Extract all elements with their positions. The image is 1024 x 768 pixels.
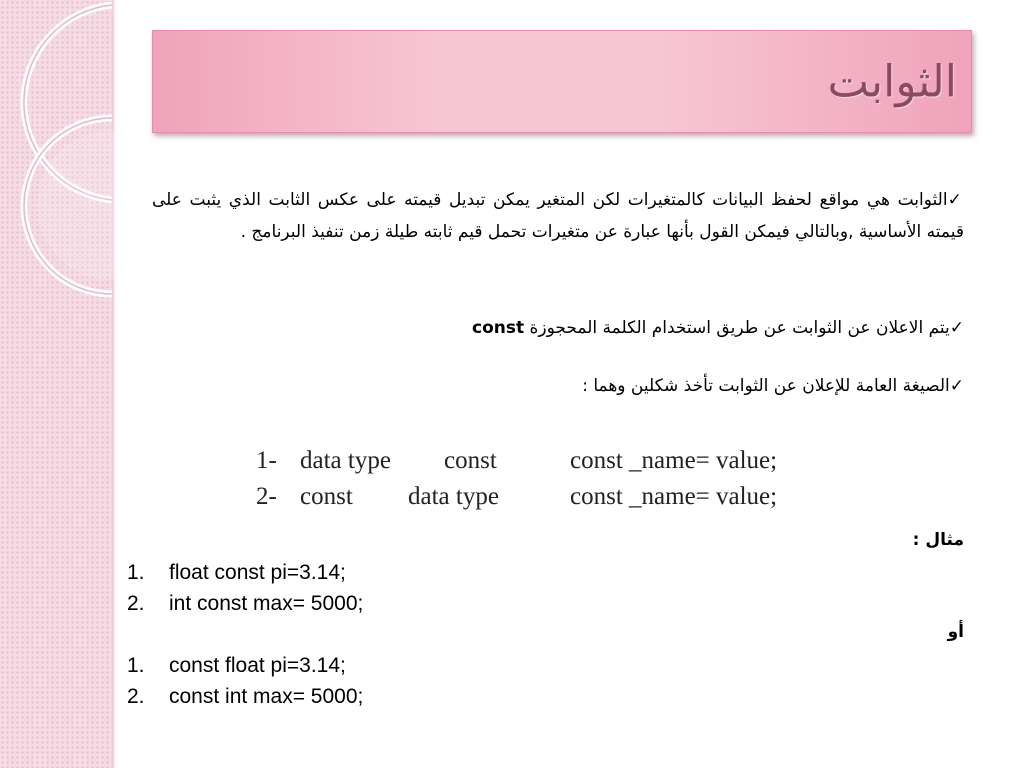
list-number: 2. <box>127 685 145 708</box>
bullet-3-text: الصيغة العامة للإعلان عن الثوابت تأخذ شكلين وهما : <box>582 376 950 396</box>
keyword-const: const <box>472 318 525 338</box>
list-number: 2. <box>127 592 145 615</box>
list-number: 1. <box>127 654 145 677</box>
syntax-num: 2- <box>256 483 277 510</box>
syntax-col-a: const <box>300 483 353 510</box>
check-icon: ✓ <box>949 318 964 338</box>
example-label: مثال : <box>912 530 964 550</box>
list-item <box>127 681 363 712</box>
syntax-col-b: const <box>444 447 497 474</box>
or-label: أو <box>947 622 964 642</box>
example-list-a <box>127 557 363 619</box>
syntax-col-c: const _name= value; <box>570 447 778 474</box>
syntax-col-b: data type <box>408 483 499 510</box>
list-item <box>127 588 363 619</box>
code-line: float const pi=3.14; <box>169 561 346 584</box>
example-list-b <box>127 650 363 712</box>
list-item <box>127 650 363 681</box>
syntax-col-a: data type <box>300 447 391 474</box>
bullet-1 <box>152 184 964 248</box>
bullet-3 <box>152 372 964 400</box>
syntax-col-c: const _name= value; <box>570 483 778 510</box>
bullet-2 <box>152 314 964 342</box>
code-line: const int max= 5000; <box>169 685 364 708</box>
syntax-num: 1- <box>256 447 277 474</box>
check-icon: ✓ <box>949 376 964 396</box>
title-banner <box>152 30 972 133</box>
decorative-rings <box>0 0 160 300</box>
syntax-image <box>252 443 817 521</box>
bullet-1-text: الثوابت هي مواقع لحفظ البيانات كالمتغيرات لكن المتغير يمكن تبديل قيمته على عكس الثابت الذي يثبت على قيمته الأساسية ,وبالتالي فيمكن القول بأنها عبارة عن متغيرات تحمل قيم ثابته طيلة زمن تنفيذ البرنامج . <box>152 190 964 242</box>
list-item <box>127 557 363 588</box>
check-icon: ✓ <box>947 190 964 210</box>
code-line: const float pi=3.14; <box>169 654 346 677</box>
slide-title: الثوابت <box>827 56 957 107</box>
bullet-2-text: يتم الاعلان عن الثوابت عن طريق استخدام الكلمة المحجوزة <box>529 318 950 338</box>
code-line: int const max= 5000; <box>169 592 364 615</box>
list-number: 1. <box>127 561 145 584</box>
